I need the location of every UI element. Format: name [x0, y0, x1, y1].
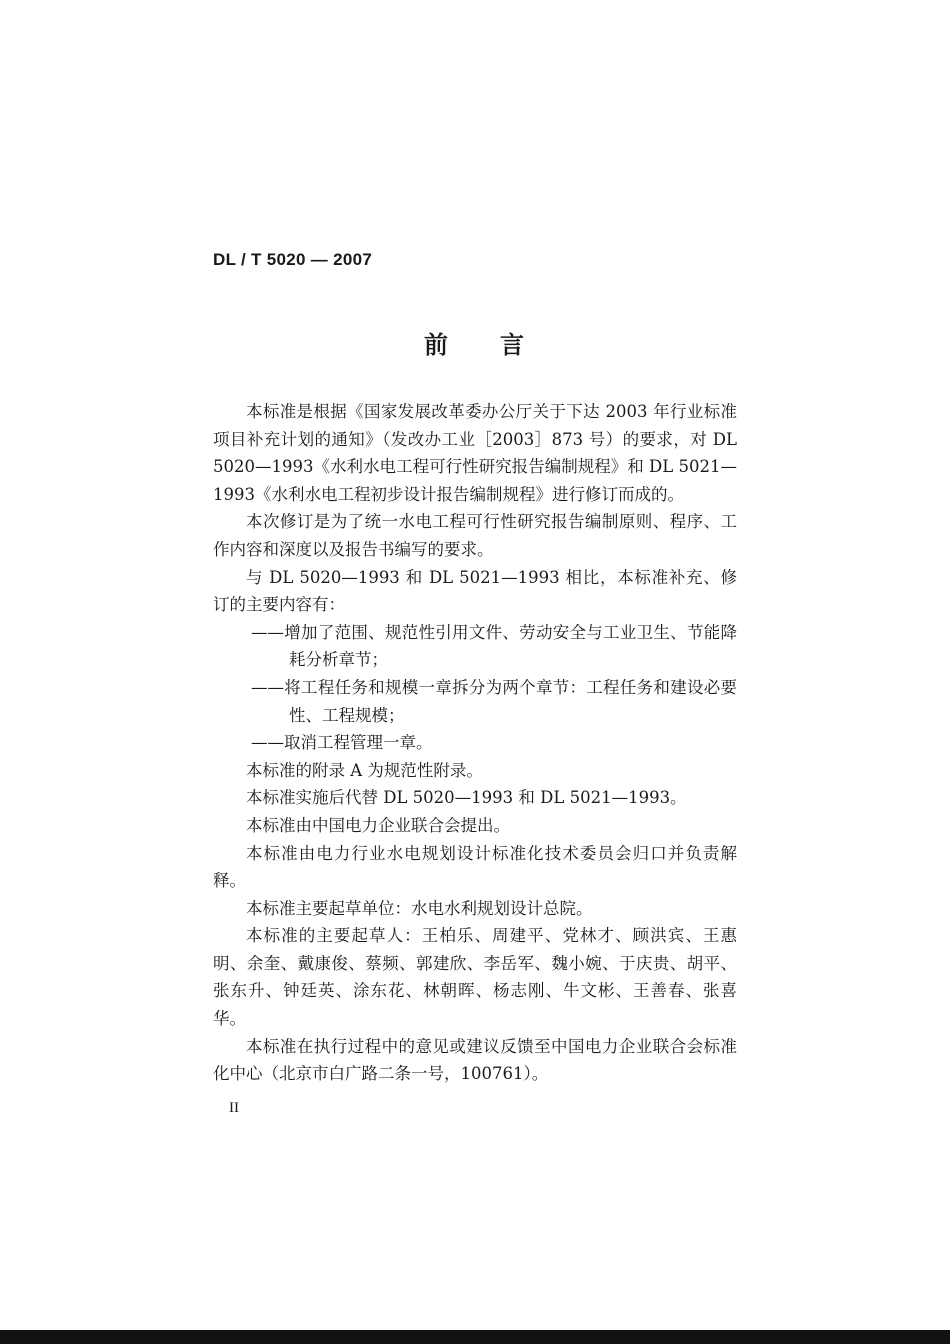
paragraph: 本标准主要起草单位：水电水利规划设计总院。 [246, 898, 593, 918]
page-title: 前言 [424, 331, 576, 359]
paragraph: 本标准实施后代替 DL 5020—1993 和 DL 5021—1993。 [246, 788, 687, 808]
change-item: ——将工程任务和规模一章拆分为两个章节：工程任务和建设必要性、工程规模； [251, 677, 737, 725]
paragraph: 本标准的主要起草人：王柏乐、周建平、党林才、顾洪宾、王惠明、余奎、戴康俊、蔡频、郭建欣、李岳军、魏小婉、于庆贵、胡平、张东升、钟廷英、涂东花、林朝晖、杨志刚、牛文彬、王善春、张喜华。 [213, 926, 737, 1029]
paragraph: 本标准是根据《国家发展改革委办公厅关于下达 2003 年行业标准项目补充计划的通知》（发改办工业［2003］873 号）的要求，对 DL 5020—1993《水利水电工程可行性研究报告编制规程》和 DL 5021—1993《水利水电工程初步设计报告编制规程》进行修订而成的。 [213, 402, 737, 504]
change-item: ——取消工程管理一章。 [251, 733, 433, 753]
paragraph: 本标准由中国电力企业联合会提出。 [246, 815, 510, 835]
bottom-edge-bar [0, 1330, 950, 1344]
paragraph: 本标准的附录 A 为规范性附录。 [246, 760, 483, 780]
paragraph: 本标准由电力行业水电规划设计标准化技术委员会归口并负责解释。 [213, 843, 737, 891]
page-number: II [229, 1100, 239, 1116]
paragraph: 与 DL 5020—1993 和 DL 5021—1993 相比，本标准补充、修订的主要内容有： [213, 567, 737, 615]
change-item: ——增加了范围、规范性引用文件、劳动安全与工业卫生、节能降耗分析章节； [251, 622, 737, 670]
paragraph: 本标准在执行过程中的意见或建议反馈至中国电力企业联合会标准化中心（北京市白广路二条一号，100761）。 [213, 1036, 737, 1084]
document-code: DL / T 5020 — 2007 [213, 250, 373, 269]
foreword-body [213, 398, 737, 1088]
paragraph: 本次修订是为了统一水电工程可行性研究报告编制原则、程序、工作内容和深度以及报告书编写的要求。 [213, 512, 737, 559]
